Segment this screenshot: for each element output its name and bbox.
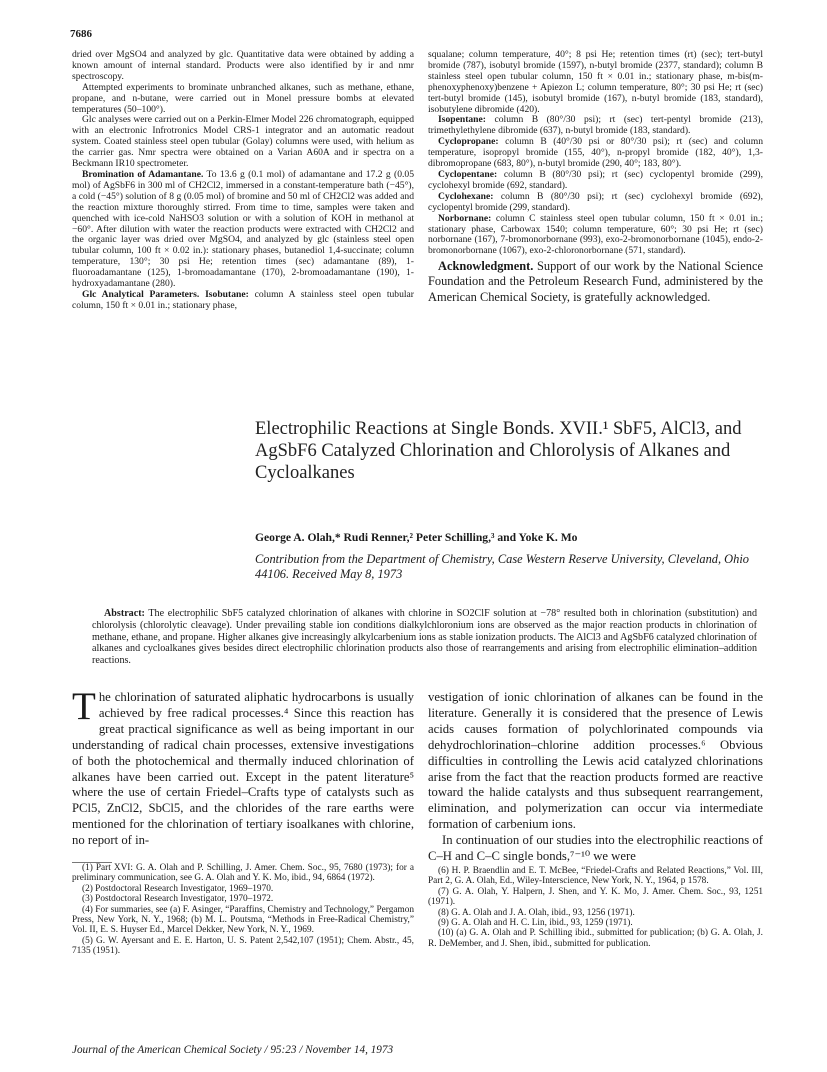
paragraph: vestigation of ionic chlorination of alkanes can be found in the literature. Generally it is considered that the presence of Lewis acids causes formation of polychlorinated compounds via dehydrochlorination–chlorine addition processes.⁶ Obvious difficulties in controlling the Lewis acid catalyzed chlorinations arise from the fact that the reaction products formed are reactive toward the halide catalysts and thus subsequent rearrangement, elimination, and polymerization can occur via intermediate formation of carbenium ions. <box>428 690 763 832</box>
footnote: (10) (a) G. A. Olah and P. Schilling ibid., submitted for publication; (b) G. A. Olah, J. R. DeMember, and J. Shen, ibid., submitted for publication. <box>428 928 763 949</box>
abstract-label: Abstract: <box>104 608 145 619</box>
drop-cap: T <box>72 685 96 728</box>
footnote: (7) G. A. Olah, Y. Halpern, J. Shen, and Y. K. Mo, J. Amer. Chem. Soc., 93, 1251 (1971). <box>428 886 763 908</box>
footnote: (1) Part XVI: G. A. Olah and P. Schilling, J. Amer. Chem. Soc., 95, 7680 (1973); for a preliminary communication, see G. A. Olah and Y. K. Mo, ibid., 94, 6864 (1972). <box>72 863 414 884</box>
paragraph-text: column B (80°/30 psi); rt (sec) tert-pentyl bromide (213), trimethylethylene dibromide (637), n-butyl bromide (183, standard). <box>428 114 763 137</box>
glc-parameters-paragraph <box>72 290 414 312</box>
footnote: (6) H. P. Braendlin and E. T. McBee, “Friedel-Crafts and Related Reactions,” Vol. III, Part 2, G. A. Olah, Ed., Wiley-Interscience, New York, N. Y., 1964, p 1578. <box>428 866 763 887</box>
section-heading: Bromination of Adamantane. <box>82 168 204 180</box>
footnote: (9) G. A. Olah and H. C. Lin, ibid., 93, 1259 (1971). <box>438 918 633 929</box>
article-title: Electrophilic Reactions at Single Bonds. XVII.¹ SbF5, AlCl3, and AgSbF6 Catalyzed Chlorination and Chlorolysis of Alkanes and Cycloalkanes <box>255 419 742 483</box>
footnotes-right <box>428 866 763 949</box>
abstract <box>92 608 757 667</box>
footnote: (8) G. A. Olah and J. A. Olah, ibid., 93, 1256 (1971). <box>438 907 635 918</box>
footnote: (3) Postdoctoral Research Investigator, 1970–1972. <box>82 894 274 905</box>
isopentane-paragraph <box>428 115 763 137</box>
body-right-column <box>428 690 763 865</box>
paragraph-text: he chlorination of saturated aliphatic hydrocarbons is usually achieved by free radical processes.⁴ Since this reaction has great practical significance as well as being important in our understanding of radical chain processes, extensive investigations of both the photochemical and thermally induced chlorination of alkanes have been carried out. Except in the patent literature⁵ where the use of certain Friedel–Crafts type of catalysts such as PCl5, ZnCl2, SbCl5, and the chlorides of the rare earths were mentioned for the chlorination of tertiary isoalkanes with chlorine, no report of in- <box>72 690 414 848</box>
page-number: 7686 <box>70 28 92 40</box>
norbornane-paragraph <box>428 214 763 258</box>
section-heading: Cyclopentane: <box>438 168 498 180</box>
section-heading: Cyclohexane: <box>438 190 494 202</box>
acknowledgment-heading: Acknowledgment. <box>438 259 534 274</box>
footnote: (5) G. W. Ayersant and E. E. Harton, U. S. Patent 2,542,107 (1951); Chem. Abstr., 45, 7135 (1951). <box>72 935 414 957</box>
affiliation: Contribution from the Department of Chemistry, Case Western Reserve University, Cleveland, Ohio 44106. Received May 8, 1973 <box>255 552 749 581</box>
paragraph-text: column B (40°/30 psi or 80°/30 psi); rt (sec) and column temperature, isopropyl bromide (155, 40°), n-propyl bromide (182, 40°), 1,3-dibromopropane (683, 80°), n-butyl bromide (290, 40°; 183, 80°). <box>428 136 763 170</box>
paragraph: squalane; column temperature, 40°; 8 psi He; retention times (rt) (sec); tert-butyl bromide (787), isobutyl bromide (1597), n-butyl bromide (2377, standard); column B stainless steel open tubular column, 150 ft × 0.01 in.; stationary phase, m-bis(m-phenoxyphenoxy)benzene + Apiezon L; column temperature, 80°; 30 psi He; rt (sec) tert-butyl bromide (145), isobutyl bromide (167), n-butyl bromide (183, standard), isobutylene dibromide (420). <box>428 49 763 115</box>
cyclopropane-paragraph <box>428 137 763 170</box>
paragraph: Glc analyses were carried out on a Perkin-Elmer Model 226 chromatograph, equipped with an electronic Infrotronics Model CRS-1 integrator and an automatic readout system. Coated stainless steel open tubular (Golay) columns were used, with helium as the carrier gas. Nmr spectra were obtained on a Varian A60A and ir spectra on a Beckmann IR10 spectrometer. <box>72 114 414 170</box>
authors: George A. Olah,* Rudi Renner,² Peter Schilling,³ and Yoke K. Mo <box>255 531 578 544</box>
intro-paragraph <box>72 685 414 849</box>
footnotes-left <box>72 862 414 957</box>
cyclohexane-paragraph <box>428 192 763 214</box>
experimental-left-column <box>72 50 414 312</box>
section-heading: Cyclopropane: <box>438 136 499 148</box>
section-heading: Glc Analytical Parameters. Isobutane: <box>82 288 249 300</box>
acknowledgment-text: Support of our work by the National Science Foundation and the Petroleum Research Fund, administered by the American Chemical Society, is gratefully acknowledged. <box>428 259 763 304</box>
abstract-text: The electrophilic SbF5 catalyzed chlorination of alkanes with chlorine in SO2ClF solution at −78° resulted both in chlorination (substitution) and chlorolysis (chlorolytic cleavage). Under prevailing stable ion conditions dialkylchloronium ions are observed as the major reaction products in chlorination of methane, ethane, and propane. Higher alkanes give increasingly alkylcarbenium ions as stable ionization products. The AlCl3 and AgSbF6 catalyzed chlorination of alkanes and cycloalkanes gives besides direct electrophilic chlorination products also those of rearrangements and arising from electrophilic elimination–addition reactions. <box>92 608 757 667</box>
paragraph: Attempted experiments to brominate unbranched alkanes, such as methane, ethane, propane, and n-butane, were carried out in Monel pressure bombs at elevated temperatures (50–100°). <box>72 81 414 115</box>
footnote: (2) Postdoctoral Research Investigator, 1969–1970. <box>82 883 274 894</box>
paragraph-text: column A stainless steel open tubular column, 150 ft × 0.01 in.; stationary phase, <box>72 288 414 311</box>
footnote: (4) For summaries, see (a) F. Asinger, “Paraffins, Chemistry and Technology,” Pergamon Press, New York, N. Y., 1968; (b) M. L. Poutsma, “Methods in Free-Radical Chemistry,” Vol. II, E. S. Huyser Ed., Marcel Dekker, New York, N. Y., 1969. <box>72 904 414 936</box>
paragraph: dried over MgSO4 and analyzed by glc. Quantitative data were obtained by adding a known amount of internal standard. Products were also identified by ir and nmr spectroscopy. <box>72 49 414 82</box>
body-left-column <box>72 685 414 849</box>
paragraph: In continuation of our studies into the electrophilic reactions of C–H and C–C single bonds,⁷⁻¹⁰ we were <box>428 833 763 864</box>
cyclopentane-paragraph <box>428 170 763 192</box>
paragraph-text: column B (80°/30 psi); rt (sec) cyclohexyl bromide (692), cyclopentyl bromide (299, standard). <box>428 190 763 213</box>
paragraph-text: column B (80°/30 psi); rt (sec) cyclopentyl bromide (299), cyclohexyl bromide (692, standard). <box>428 168 763 191</box>
acknowledgment <box>428 259 763 305</box>
experimental-right-column <box>428 50 763 305</box>
paragraph-text: column C stainless steel open tubular column, 150 ft × 0.01 in.; stationary phase, Carbowax 1540; column temperature, 60°; 30 psi He; rt (sec) norbornane (167), 7-bromonorbornane (993), exo-2-bromonorbornane (1045), endo-2-bromonorbornane (1067), exo-2-chloronorbornane (571, standard). <box>428 212 764 257</box>
paragraph-text: To 13.6 g (0.1 mol) of adamantane and 17.2 g (0.05 mol) of AgSbF6 in 300 ml of CH2Cl2, immersed in a constant-temperature bath (−45°), a cold (−45°) solution of 8 g (0.05 mol) of bromine and 50 ml of CH2Cl2 was added and the reaction mixture thoroughly stirred. From time to time, samples were taken and quenched with ice-cold NaHSO3 solution or with a solution of KOH in methanol at −60°. After dilution with water the reaction products were extracted with CH2Cl2 and the organic layer was dried over MgSO4, and analyzed by glc (stainless steel open tubular column, 100 ft × 0.02 in.): stationary phases, butanediol 1,4-succinate; column temperature, 130°; 30 psi He; retention times (sec) adamantane (89), 1-fluoroadamantane (125), 1-bromoadamantane (170), 2-bromoadamantane (190), 1-hydroxyadamantane (280). <box>72 168 414 290</box>
journal-footer: Journal of the American Chemical Society / 95:23 / November 14, 1973 <box>72 1044 394 1056</box>
section-heading: Norbornane: <box>438 212 492 224</box>
bromination-paragraph <box>72 170 414 290</box>
section-heading: Isopentane: <box>438 114 486 126</box>
